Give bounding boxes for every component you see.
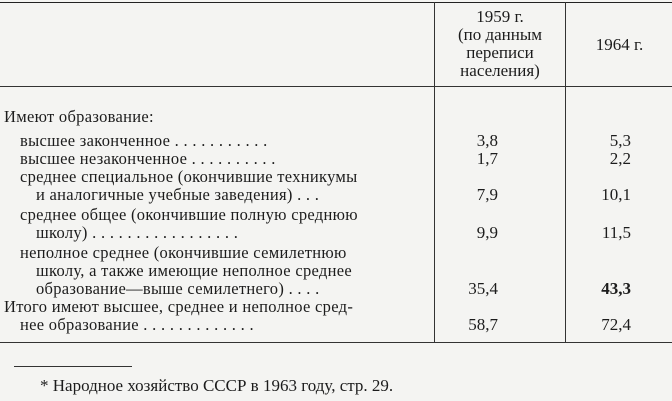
header-1959 <box>436 8 564 80</box>
value-1959: 7,9 <box>476 185 498 204</box>
row-label: среднее специальное (окончившие техникумы <box>20 167 358 186</box>
row-label-cont: школу) . . . . . . . . . . . . . . . . . <box>36 223 239 242</box>
row-label: высшее законченное . . . . . . . . . . . <box>20 131 268 150</box>
section-title: Имеют образование: <box>4 107 154 126</box>
row-label: среднее общее (окончившие полную среднюю <box>20 205 358 224</box>
value-1959: 1,7 <box>476 149 498 168</box>
value-1964: 2,2 <box>609 149 631 168</box>
total-label: Итого имеют высшее, среднее и неполное сред- <box>4 297 354 316</box>
bottom-rule <box>0 342 672 343</box>
value-1959: 35,4 <box>468 279 498 298</box>
total-1959: 58,7 <box>468 315 498 334</box>
footnote-rule <box>14 366 132 367</box>
row-label-cont: школу, а также имеющие неполное среднее <box>36 261 352 280</box>
value-1964: 5,3 <box>609 131 631 150</box>
row-label-cont: образование—выше семилетнего) . . . . <box>36 279 320 298</box>
value-1959: 3,8 <box>476 131 498 150</box>
row-label: неполное среднее (окончившие семилетнюю <box>20 243 347 262</box>
row-label: высшее незаконченное . . . . . . . . . . <box>20 149 276 168</box>
header-rule <box>0 86 672 87</box>
value-1964: 11,5 <box>601 223 631 242</box>
footnote: * Народное хозяйство СССР в 1963 году, стр. 29. <box>40 376 394 395</box>
column-divider-2 <box>565 2 566 342</box>
row-label-cont: и аналогичные учебные заведения) . . . <box>36 185 320 204</box>
header-1964: 1964 г. <box>595 35 644 54</box>
header-1959-line: переписи <box>466 43 534 62</box>
value-1964: 43,3 <box>601 279 631 298</box>
total-label-cont: нее образование . . . . . . . . . . . . . <box>20 315 254 334</box>
header-1959-line: населения) <box>460 61 540 80</box>
header-1959-line: 1959 г. <box>476 7 524 26</box>
total-1964: 72,4 <box>601 315 631 334</box>
value-1964: 10,1 <box>601 185 631 204</box>
column-divider-1 <box>434 2 435 342</box>
top-rule <box>0 2 672 3</box>
value-1959: 9,9 <box>476 223 498 242</box>
header-1959-line: (по данным <box>457 25 543 44</box>
